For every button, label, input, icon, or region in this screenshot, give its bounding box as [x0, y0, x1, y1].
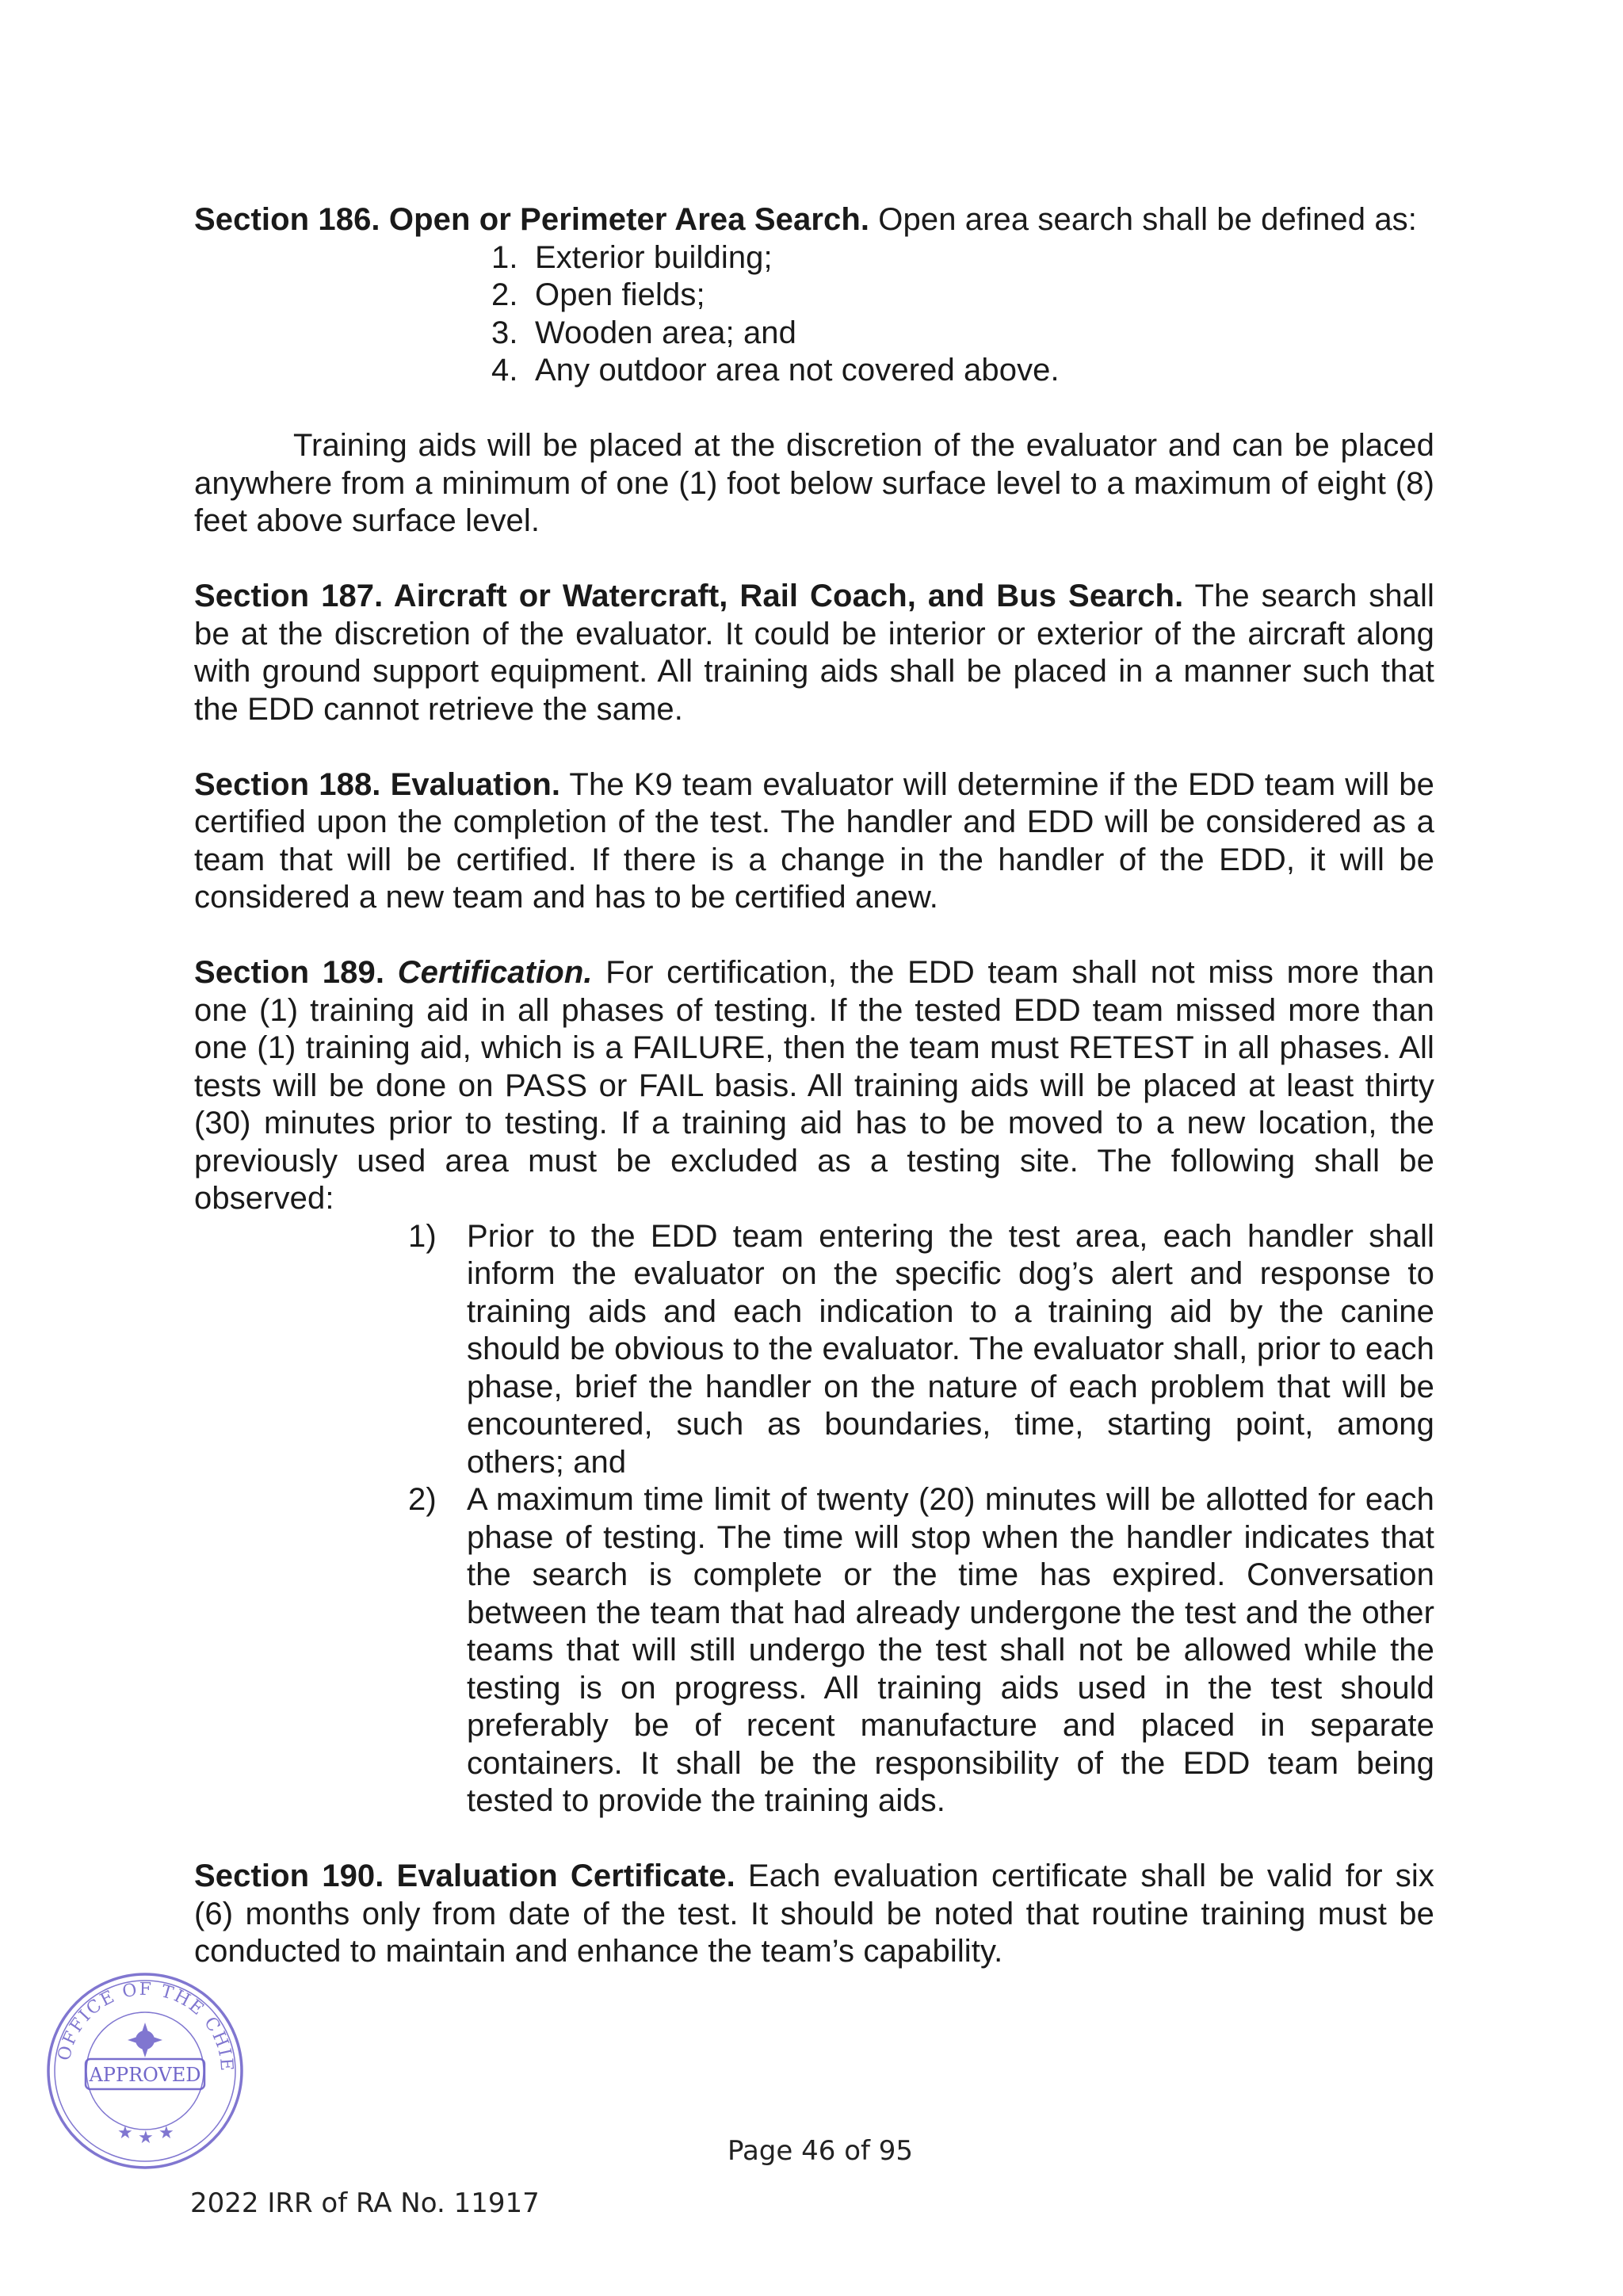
page-number: Page 46 of 95 [727, 2135, 914, 2167]
list-item: 3. Wooden area; and [491, 315, 796, 350]
section-186-intro: Open area search shall be defined as: [869, 202, 1417, 237]
section-187-heading: Section 187. Aircraft or Watercraft, Rail Coach, and Bus Search. [194, 579, 1184, 613]
svg-text:★: ★ [158, 2123, 174, 2143]
section-189-paragraph: Section 189. Certification. For certification, the EDD team shall not miss more than one (1) training aid in all phases of testing. If the tested EDD team missed more than one (1) training aid, which is a FAILURE, then the team must RETEST in all phases. All tests will be done on PASS or FAIL basis. All training aids will be placed at least thirty (30) minutes prior to testing. If a training aid has to be moved to a new location, the previously used area must be excluded as a testing site. The following shall be observed: [194, 955, 1434, 1216]
svg-text:★: ★ [138, 2128, 154, 2148]
section-188-paragraph: Section 188. Evaluation. The K9 team evaluator will determine if the EDD team will be certified upon the completion of the test. The handler and EDD will be considered as a team that will be certified. If there is a change in the handler of the EDD, it will be considered a new team and has to be certified anew. [194, 766, 1434, 915]
document-body [194, 201, 1434, 1971]
list-item: 1) Prior to the EDD team entering the test area, each handler shall inform the evaluator on the specific dog’s alert and response to training aids and each indication to a training aid by the canine should be obvious to the evaluator. The evaluator shall, prior to each phase, brief the handler on the nature of each problem that will be encountered, such as boundaries, time, starting point, among others; and [408, 1218, 1434, 1480]
section-188-heading: Section 188. Evaluation. [194, 766, 561, 802]
stamp-approved-label: APPROVED [89, 2064, 201, 2086]
section-186-training-aids-paragraph: Training aids will be placed at the discretion of the evaluator and can be placed anywhere from a minimum of one (1) foot below surface level to a maximum of eight (8) feet above surface level. [194, 428, 1434, 538]
section-190-heading: Section 190. Evaluation Certificate. [194, 1859, 735, 1893]
list-item: 2. Open fields; [491, 277, 705, 312]
section-186-list [491, 239, 1434, 390]
list-item: 4. Any outdoor area not covered above. [491, 353, 1060, 388]
approved-stamp [44, 1970, 246, 2172]
section-189-heading: Section 189. Certification. [194, 955, 593, 990]
seal-stamp-icon [44, 1970, 246, 2172]
list-item: 1. Exterior building; [491, 239, 773, 275]
svg-text:★: ★ [117, 2123, 133, 2143]
svg-text:OFFICE OF THE CHIEF, PNP [44, 1970, 236, 2073]
section-186-heading: Section 186. Open or Perimeter Area Search. [194, 202, 870, 237]
section-187-paragraph: Section 187. Aircraft or Watercraft, Rail Coach, and Bus Search. The search shall be at the discretion of the evaluator. It could be interior or exterior of the aircraft along with ground support equipment. All training aids shall be placed in a manner such that the EDD cannot retrieve the same. [194, 579, 1434, 727]
list-item: 2) A maximum time limit of twenty (20) minutes will be allotted for each phase of testing. The time will stop when the handler indicates that the search is complete or the time has expired. Conversation between the team that had already undergone the test and the other teams that will still undergo the test shall not be allowed while the testing is on progress. All training aids used in the test should preferably be of recent manufacture and placed in separate containers. It shall be the responsibility of the EDD team being tested to provide the training aids. [408, 1482, 1434, 1818]
section-186-paragraph [194, 201, 1434, 239]
document-title-footer: 2022 IRR of RA No. 11917 [190, 2187, 540, 2219]
section-189-list [402, 1218, 1434, 1820]
section-190-paragraph: Section 190. Evaluation Certificate. Each evaluation certificate shall be valid for six (6) months only from date of the test. It should be noted that routine training must be conducted to maintain and enhance the team’s capability. [194, 1859, 1434, 1969]
stamp-ring-text: OFFICE OF THE CHIE [54, 1979, 237, 2073]
